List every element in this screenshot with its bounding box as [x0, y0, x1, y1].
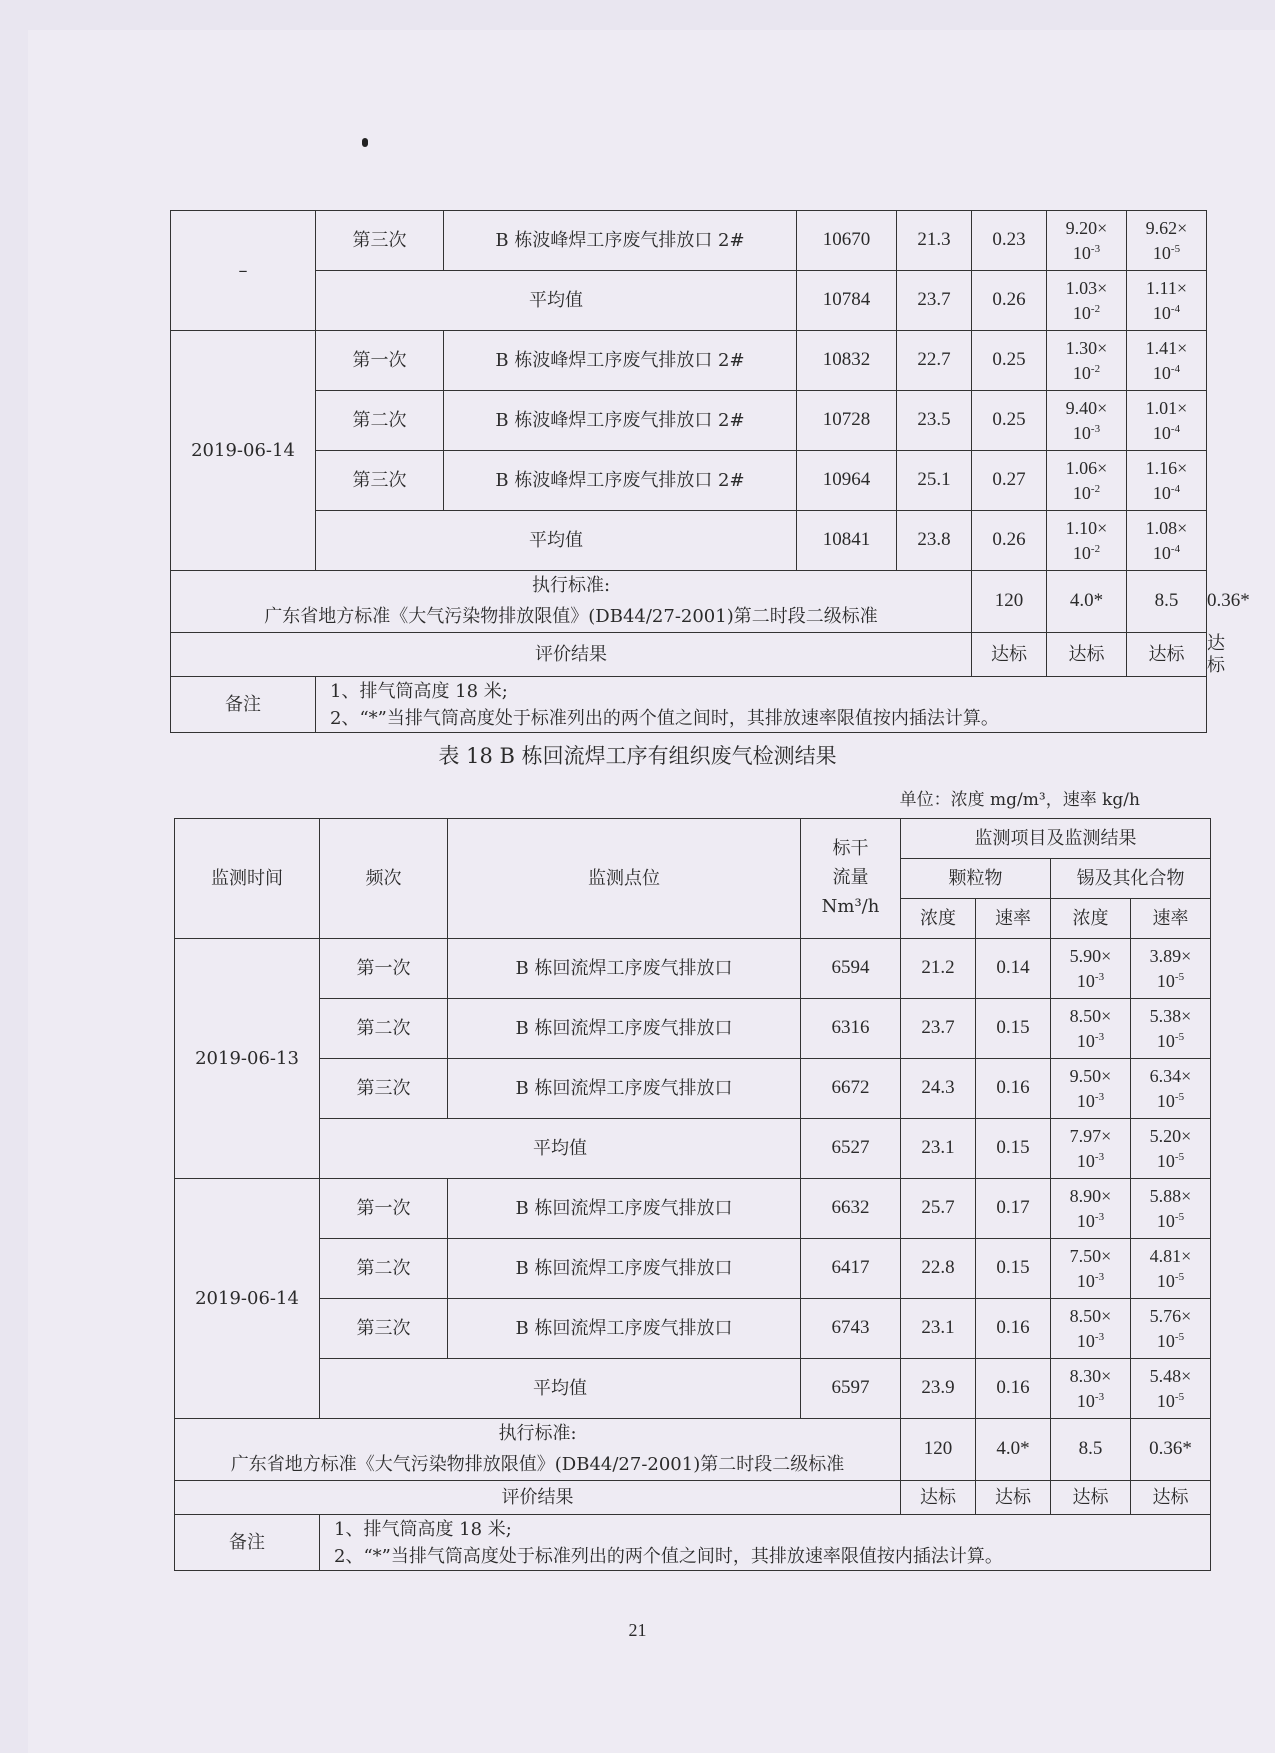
tin-conc-cell: 9.50× $10^{-3}$: [1051, 1059, 1131, 1119]
freq-cell: 第三次: [320, 1299, 448, 1359]
evaluation-label: 评价结果: [171, 633, 972, 677]
remark-cell: 1、排气筒高度 18 米; 2、“*”当排气筒高度处于标准列出的两个值之间时，其排放速率限值按内插法计算。: [320, 1515, 1211, 1571]
tin-rate-cell: 1.08× $10^{-4}$: [1127, 511, 1207, 571]
freq-cell: 第一次: [320, 1179, 448, 1239]
average-label: 平均值: [320, 1119, 801, 1179]
tin-rate-cell: 5.88× $10^{-5}$: [1131, 1179, 1211, 1239]
particulate-rate-cell: 0.16: [976, 1359, 1051, 1419]
particulate-conc-cell: 23.7: [901, 999, 976, 1059]
particulate-conc-cell: 23.7: [897, 271, 972, 331]
limit-cell: 8.5: [1127, 571, 1207, 633]
header-rate: 速率: [1131, 899, 1211, 939]
freq-cell: 第三次: [316, 451, 444, 511]
flow-cell: 10832: [797, 331, 897, 391]
tin-conc-cell: 1.10× $10^{-2}$: [1047, 511, 1127, 571]
standard-row: [175, 1419, 1211, 1481]
freq-cell: 第二次: [316, 391, 444, 451]
table-row: [175, 1239, 1211, 1299]
point-cell: B 栋波峰焊工序废气排放口 2#: [444, 391, 797, 451]
evaluation-label: 评价结果: [175, 1481, 901, 1515]
particulate-conc-cell: 23.1: [901, 1299, 976, 1359]
freq-cell: 第三次: [320, 1059, 448, 1119]
average-label: 平均值: [316, 511, 797, 571]
point-cell: B 栋回流焊工序废气排放口: [448, 1059, 801, 1119]
standard-cell: 执行标准: 广东省地方标准《大气污染物排放限值》(DB44/27-2001)第二时段二级标准: [171, 571, 972, 633]
average-label: 平均值: [316, 271, 797, 331]
flow-cell: 6316: [801, 999, 901, 1059]
freq-cell: 第二次: [320, 999, 448, 1059]
average-label: 平均值: [320, 1359, 801, 1419]
flow-cell: 6597: [801, 1359, 901, 1419]
table-row: [171, 511, 1207, 571]
particulate-rate-cell: 0.26: [972, 511, 1047, 571]
table-row: [171, 211, 1207, 271]
limit-cell: 8.5: [1051, 1419, 1131, 1481]
flow-cell: 6672: [801, 1059, 901, 1119]
tin-rate-cell: 1.41× $10^{-4}$: [1127, 331, 1207, 391]
limit-cell: 4.0*: [976, 1419, 1051, 1481]
particulate-conc-cell: 22.7: [897, 331, 972, 391]
date-cell: –: [171, 211, 316, 331]
particulate-conc-cell: 23.9: [901, 1359, 976, 1419]
particulate-rate-cell: 0.25: [972, 331, 1047, 391]
evaluation-row: [171, 633, 1207, 677]
header-time: 监测时间: [175, 819, 320, 939]
evaluation-cell: 达标: [976, 1481, 1051, 1515]
tin-conc-cell: 8.90× $10^{-3}$: [1051, 1179, 1131, 1239]
particulate-rate-cell: 0.15: [976, 1119, 1051, 1179]
header-items: 监测项目及监测结果: [901, 819, 1211, 859]
point-cell: B 栋回流焊工序废气排放口: [448, 939, 801, 999]
flow-cell: 10784: [797, 271, 897, 331]
header-flow: 标干 流量 Nm³/h: [801, 819, 901, 939]
point-cell: B 栋回流焊工序废气排放口: [448, 1299, 801, 1359]
remark-cell: 1、排气筒高度 18 米; 2、“*”当排气筒高度处于标准列出的两个值之间时，其排放速率限值按内插法计算。: [316, 677, 1207, 733]
freq-cell: 第二次: [320, 1239, 448, 1299]
point-cell: B 栋回流焊工序废气排放口: [448, 999, 801, 1059]
table-row: [175, 1059, 1211, 1119]
point-cell: B 栋回流焊工序废气排放口: [448, 1239, 801, 1299]
table-row: [175, 1119, 1211, 1179]
limit-cell: 120: [972, 571, 1047, 633]
particulate-conc-cell: 22.8: [901, 1239, 976, 1299]
table-row: [171, 451, 1207, 511]
flow-cell: 10728: [797, 391, 897, 451]
particulate-conc-cell: 23.1: [901, 1119, 976, 1179]
freq-cell: 第三次: [316, 211, 444, 271]
particulate-conc-cell: 25.1: [897, 451, 972, 511]
particulate-rate-cell: 0.26: [972, 271, 1047, 331]
particulate-rate-cell: 0.25: [972, 391, 1047, 451]
header-freq: 频次: [320, 819, 448, 939]
header-row: [175, 819, 1211, 859]
tin-rate-cell: 5.76× $10^{-5}$: [1131, 1299, 1211, 1359]
standard-row: [171, 571, 1207, 633]
tin-conc-cell: 8.30× $10^{-3}$: [1051, 1359, 1131, 1419]
tin-conc-cell: 9.40× $10^{-3}$: [1047, 391, 1127, 451]
point-cell: B 栋波峰焊工序废气排放口 2#: [444, 211, 797, 271]
table-row: [175, 1179, 1211, 1239]
tin-conc-cell: 8.50× $10^{-3}$: [1051, 999, 1131, 1059]
particulate-conc-cell: 25.7: [901, 1179, 976, 1239]
particulate-rate-cell: 0.16: [976, 1299, 1051, 1359]
tin-conc-cell: 7.50× $10^{-3}$: [1051, 1239, 1131, 1299]
table-row: [175, 999, 1211, 1059]
particulate-rate-cell: 0.23: [972, 211, 1047, 271]
flow-cell: 10670: [797, 211, 897, 271]
particulate-rate-cell: 0.15: [976, 999, 1051, 1059]
evaluation-cell: 达标: [1127, 633, 1207, 677]
remark-row: [175, 1515, 1211, 1571]
evaluation-cell: 达标: [1047, 633, 1127, 677]
evaluation-cell: 达标: [1051, 1481, 1131, 1515]
standard-cell: 执行标准: 广东省地方标准《大气污染物排放限值》(DB44/27-2001)第二时段二级标准: [175, 1419, 901, 1481]
tin-conc-cell: 5.90× $10^{-3}$: [1051, 939, 1131, 999]
evaluation-row: [175, 1481, 1211, 1515]
tin-conc-cell: 8.50× $10^{-3}$: [1051, 1299, 1131, 1359]
tin-rate-cell: 1.16× $10^{-4}$: [1127, 451, 1207, 511]
particulate-rate-cell: 0.17: [976, 1179, 1051, 1239]
table-row: [175, 1359, 1211, 1419]
header-point: 监测点位: [448, 819, 801, 939]
date-cell: 2019-06-14: [175, 1179, 320, 1419]
flow-cell: 10964: [797, 451, 897, 511]
header-conc: 浓度: [901, 899, 976, 939]
limit-cell: 4.0*: [1047, 571, 1127, 633]
tin-conc-cell: 9.20× $10^{-3}$: [1047, 211, 1127, 271]
tin-rate-cell: 6.34× $10^{-5}$: [1131, 1059, 1211, 1119]
particulate-conc-cell: 23.8: [897, 511, 972, 571]
tin-rate-cell: 5.38× $10^{-5}$: [1131, 999, 1211, 1059]
table-row: [171, 391, 1207, 451]
particulate-rate-cell: 0.16: [976, 1059, 1051, 1119]
limit-cell: 120: [901, 1419, 976, 1481]
remark-label: 备注: [175, 1515, 320, 1571]
date-cell: 2019-06-14: [171, 331, 316, 571]
flow-cell: 10841: [797, 511, 897, 571]
particulate-conc-cell: 24.3: [901, 1059, 976, 1119]
header-particulate: 颗粒物: [901, 859, 1051, 899]
particulate-conc-cell: 21.3: [897, 211, 972, 271]
particulate-conc-cell: 23.5: [897, 391, 972, 451]
header-rate: 速率: [976, 899, 1051, 939]
flow-cell: 6594: [801, 939, 901, 999]
particulate-rate-cell: 0.14: [976, 939, 1051, 999]
table-row: [175, 939, 1211, 999]
unit-note: 单位：浓度 mg/m³，速率 kg/h: [899, 790, 1140, 810]
evaluation-cell: 达标: [1131, 1481, 1211, 1515]
flow-cell: 6417: [801, 1239, 901, 1299]
flow-cell: 6632: [801, 1179, 901, 1239]
table-row: [171, 331, 1207, 391]
page-number: 21: [628, 1620, 647, 1640]
remark-label: 备注: [171, 677, 316, 733]
table-17-continued: [170, 210, 1207, 733]
tin-rate-cell: 3.89× $10^{-5}$: [1131, 939, 1211, 999]
tin-rate-cell: 1.11× $10^{-4}$: [1127, 271, 1207, 331]
particulate-rate-cell: 0.15: [976, 1239, 1051, 1299]
tin-rate-cell: 5.20× $10^{-5}$: [1131, 1119, 1211, 1179]
point-cell: B 栋回流焊工序废气排放口: [448, 1179, 801, 1239]
remark-row: [171, 677, 1207, 733]
tin-conc-cell: 1.03× $10^{-2}$: [1047, 271, 1127, 331]
particulate-conc-cell: 21.2: [901, 939, 976, 999]
tin-rate-cell: 5.48× $10^{-5}$: [1131, 1359, 1211, 1419]
flow-cell: 6743: [801, 1299, 901, 1359]
limit-cell: 0.36*: [1131, 1419, 1211, 1481]
table-row: [171, 271, 1207, 331]
tin-conc-cell: 7.97× $10^{-3}$: [1051, 1119, 1131, 1179]
tin-conc-cell: 1.06× $10^{-2}$: [1047, 451, 1127, 511]
flow-cell: 6527: [801, 1119, 901, 1179]
date-cell: 2019-06-13: [175, 939, 320, 1179]
header-tin: 锡及其化合物: [1051, 859, 1211, 899]
table-18: [174, 818, 1211, 1571]
tin-rate-cell: 4.81× $10^{-5}$: [1131, 1239, 1211, 1299]
freq-cell: 第一次: [316, 331, 444, 391]
table-caption: 表 18 B 栋回流焊工序有组织废气检测结果: [438, 744, 837, 768]
particulate-rate-cell: 0.27: [972, 451, 1047, 511]
freq-cell: 第一次: [320, 939, 448, 999]
header-conc: 浓度: [1051, 899, 1131, 939]
point-cell: B 栋波峰焊工序废气排放口 2#: [444, 451, 797, 511]
table-row: [175, 1299, 1211, 1359]
evaluation-cell: 达标: [901, 1481, 976, 1515]
evaluation-cell: 达标: [972, 633, 1047, 677]
tin-conc-cell: 1.30× $10^{-2}$: [1047, 331, 1127, 391]
point-cell: B 栋波峰焊工序废气排放口 2#: [444, 331, 797, 391]
tin-rate-cell: 9.62× $10^{-5}$: [1127, 211, 1207, 271]
tin-rate-cell: 1.01× $10^{-4}$: [1127, 391, 1207, 451]
ink-dot: [362, 138, 368, 147]
